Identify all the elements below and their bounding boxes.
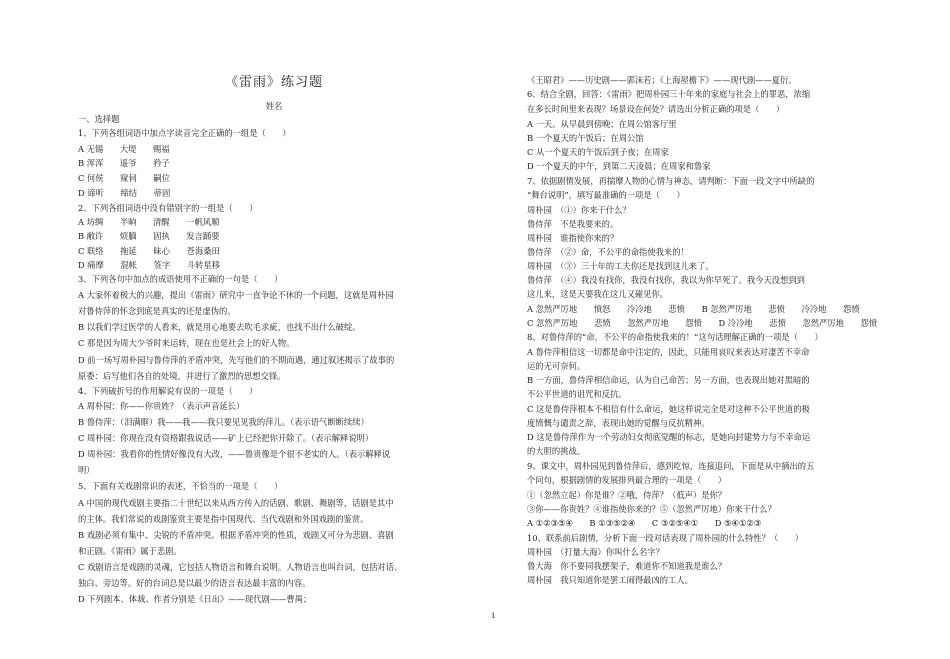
left-text-line: 2、下列各组词语中没有错别字的一组是（ ）	[78, 203, 258, 213]
left-text-line: B 鲁侍萍：（泪满眶）我——我——我只要见见我的萍儿。（表示语气断断续续）	[78, 417, 369, 427]
right-text-line: C 这是鲁侍萍根本不相信有什么命运，她这样说完全是对这种不公平世道的极	[527, 404, 810, 414]
left-text-line: 原委：后写他们各自的处境，并进行了激烈的思想交锋。	[78, 371, 286, 381]
left-text-line: 和正剧。《雷雨》属于悲剧。	[78, 546, 182, 556]
left-text-line: 明）	[78, 465, 95, 475]
right-text-line: 不公平世道的诅咒和反抗。	[527, 389, 627, 399]
left-text-line: 3、下列各句中加点的成语使用不正确的一句是（ ）	[78, 274, 283, 284]
right-text-line: 鲁侍萍 （④）我没有找你，我没有找你，我以为你早死了。我今天没想到到	[527, 275, 805, 285]
right-text-line: 周朴园 （打量大海）你叫什么名字？	[527, 547, 664, 557]
left-text-line: 一、选择题	[78, 114, 120, 124]
right-text-line: 在多长时间里来表现？场景设在何处？请选出分析正确的项是（ ）	[527, 104, 785, 114]
right-text-line: 周朴园 （①）你来干什么？	[527, 205, 631, 215]
right-text-line: 10、联系前后剧情，分析下面一段对话表现了周朴园的什么特性？（ ）	[527, 533, 804, 543]
right-text-line: 周朴园 谁指使你来的？	[527, 233, 619, 243]
right-text-line: 运的无可奈何。	[527, 361, 586, 371]
left-text-line: A 周朴园：你——你贵姓？（表示声音延长）	[78, 401, 245, 411]
right-text-line: 这儿来，这是天要我在这儿又碰见你。	[527, 289, 669, 299]
left-text-line: 姓名	[265, 101, 283, 111]
left-text-line: D 谛听 缔结 蒂固	[78, 188, 171, 198]
right-text-line: 度愤慨与谴责之辞，表现出她的觉醒与反抗精神。	[527, 418, 710, 428]
left-text-line: 独白、旁边等。好的台词总是以最少的语言表达最丰富的内容。	[78, 578, 311, 588]
right-text-line: A 忽然严厉地 愤怒 冷冷地 悲愤 B 忽然严厉地 悲愤 冷冷地 怨愤	[527, 304, 860, 314]
right-text-line: C 从一个夏天的午饭后到子夜；在周家	[527, 147, 669, 157]
right-text-line: 鲁侍萍 不是我要来的。	[527, 219, 619, 229]
left-text-line: C 何侯 窥伺 嗣位	[78, 173, 170, 183]
left-text-line: C 周朴园：你现在没有资格跟我说话——矿上已经把你开除了。（表示解释说明）	[78, 433, 374, 443]
right-text-line: B 一方面，鲁侍萍相信命运，认为自己命苦；另一方面，也表现出她对黑暗的	[527, 375, 810, 385]
right-text-line: A 鲁侍萍相信这一切都是命中注定的，因此，只能用哀叹来表达对凄苦不幸命	[527, 347, 810, 357]
right-text-line: 6、结合全剧，回答：《雷雨》把周朴园三十年来的家庭与社会上的罪恶，浓缩	[527, 89, 811, 99]
right-text-line: 8、对鲁侍萍的“命，不公平的命指使我来的！”这句话理解正确的一项是（ ）	[527, 332, 823, 342]
left-text-line: A 大家怀着极大的兴趣，提出《雷雨》研究中一直争论不休的一个问题，这就是周朴园	[78, 290, 394, 300]
right-text-line: C 忽然严厉地 悲愤 忽然严厉地 怨愤 D 冷冷地 悲愤 忽然严厉地 怨愤	[527, 318, 878, 328]
left-text-line: C 戏剧语言是戏剧的灵魂，它包括人物语言和舞台说明。人物语言也叫台词，包括对话、	[78, 562, 403, 572]
left-text-line: A 坊绸 半晌 清醒 一帆风顺	[78, 217, 220, 227]
right-text-line: ③你——你贵姓？④谁指使你来的？⑤（忽然严厉地）你来干什么？	[527, 504, 776, 514]
page-number: 1	[491, 612, 496, 620]
left-text-line: 的主体。我们常说的戏剧鉴赏主要是指中国现代、当代戏剧和外国戏剧的鉴赏。	[78, 514, 369, 524]
right-text-line: “舞台说明”，填写最准确的一项是（ ）	[527, 190, 685, 200]
right-text-line: ①（忽然立起）你是谁？②哦，侍萍？（低声）是你？	[527, 490, 727, 500]
right-text-line: 鲁大海 你不要同我摆架子，难道你不知道我是谁么？	[527, 561, 727, 571]
left-text-line: B 以我们学过医学的人看来，就是用心地要去吹毛求疵，也找不出什么破绽。	[78, 322, 361, 332]
right-text-line: 周朴园 我只知道你是罢工闹得最凶的工人。	[527, 575, 693, 585]
left-text-line: 对鲁侍萍的怀念到底是真实的还是虚伪的。	[78, 306, 236, 316]
right-text-line: 鲁侍萍 （②）命，不公平的命指使我来的！	[527, 247, 689, 257]
right-text-line: 7、依据剧情发展，再揣摩人物的心情与神态，请判断：下面一段文字中所缺的	[527, 176, 815, 186]
left-text-line: B 戏剧必须有集中、尖锐的矛盾冲突。根据矛盾冲突的性质，戏剧又可分为悲剧、喜剧	[78, 530, 394, 540]
right-text-line: D 这是鲁侍萍作为一个劳动妇女彻底觉醒的标志，是她向封建势力与不幸命运	[527, 432, 811, 442]
left-text-line: C 联络 拖延 昧心 苍海桑田	[78, 246, 220, 256]
left-text-line: 4、下列破折号的作用解说有误的一项是（ ）	[78, 386, 258, 396]
left-text-line: D 前一场写周朴园与鲁侍萍的矛盾冲突，先写他们的不期而遇，通过叙述揭示了故事的	[78, 355, 395, 365]
left-text-line: A 无锡 大堤 赐福	[78, 144, 170, 154]
left-text-line: C 那是因为周大少爷时来运转，现在也是社会上的好人物。	[78, 338, 295, 348]
left-text-line: D 下列剧本、体裁、作者分别是《日出》——现代剧——曹禺；	[78, 594, 312, 604]
left-text-line: A 中国的现代戏剧主要指二十世纪以来从西方传入的话剧、歌剧、舞剧等，话剧是其中	[78, 498, 394, 508]
right-text-line: 周朴园 （③）三十年的工夫你还是找到这儿来了。	[527, 261, 714, 271]
right-text-line: B 一个夏天的午饭后；在周公馆	[527, 133, 644, 143]
left-text-line: 5、下面有关戏剧常识的表述，不恰当的一项是（ ）	[78, 481, 283, 491]
left-text-line: D 痛摩 混帐 签字 斗转星移	[78, 260, 221, 270]
right-text-line: D 一个夏天的中午，到第二天凌晨；在周家和鲁家	[527, 161, 711, 171]
left-text-line: 《雷雨》练习题	[224, 75, 323, 90]
left-text-line: 1、下列各组词语中加点字读音完全正确的一组是（ ）	[78, 128, 291, 138]
left-text-line: B 浑浑 遥爷 矜子	[78, 158, 170, 168]
right-text-line: 个问句，根据剧情的发展排列最合理的一项是（ ）	[527, 475, 727, 485]
right-text-line: 《王昭君》——历史剧——郭沫若；《上海屋檐下》——现代剧——夏衍。	[527, 75, 797, 85]
right-text-line: 的大胆的挑战。	[527, 446, 586, 456]
right-text-line: 9、课文中，周朴园见到鲁侍萍后，感到吃惊，连接追问，下面是从中摘出的五	[527, 461, 815, 471]
right-text-line: A ①②③⑤④ B ①③⑤②④ C ③②⑤④① D ⑤④①②③	[527, 518, 762, 528]
right-text-line: A 一天。从早晨到傍晚；在周公馆客厅里	[527, 119, 677, 129]
left-text-line: B 敝许 烦腼 固执 发言踊要	[78, 231, 220, 241]
left-text-line: D 周朴园：我看你的性情好像没有大改，——鲁贵像是个很不老实的人。（表示解释说	[78, 449, 391, 459]
